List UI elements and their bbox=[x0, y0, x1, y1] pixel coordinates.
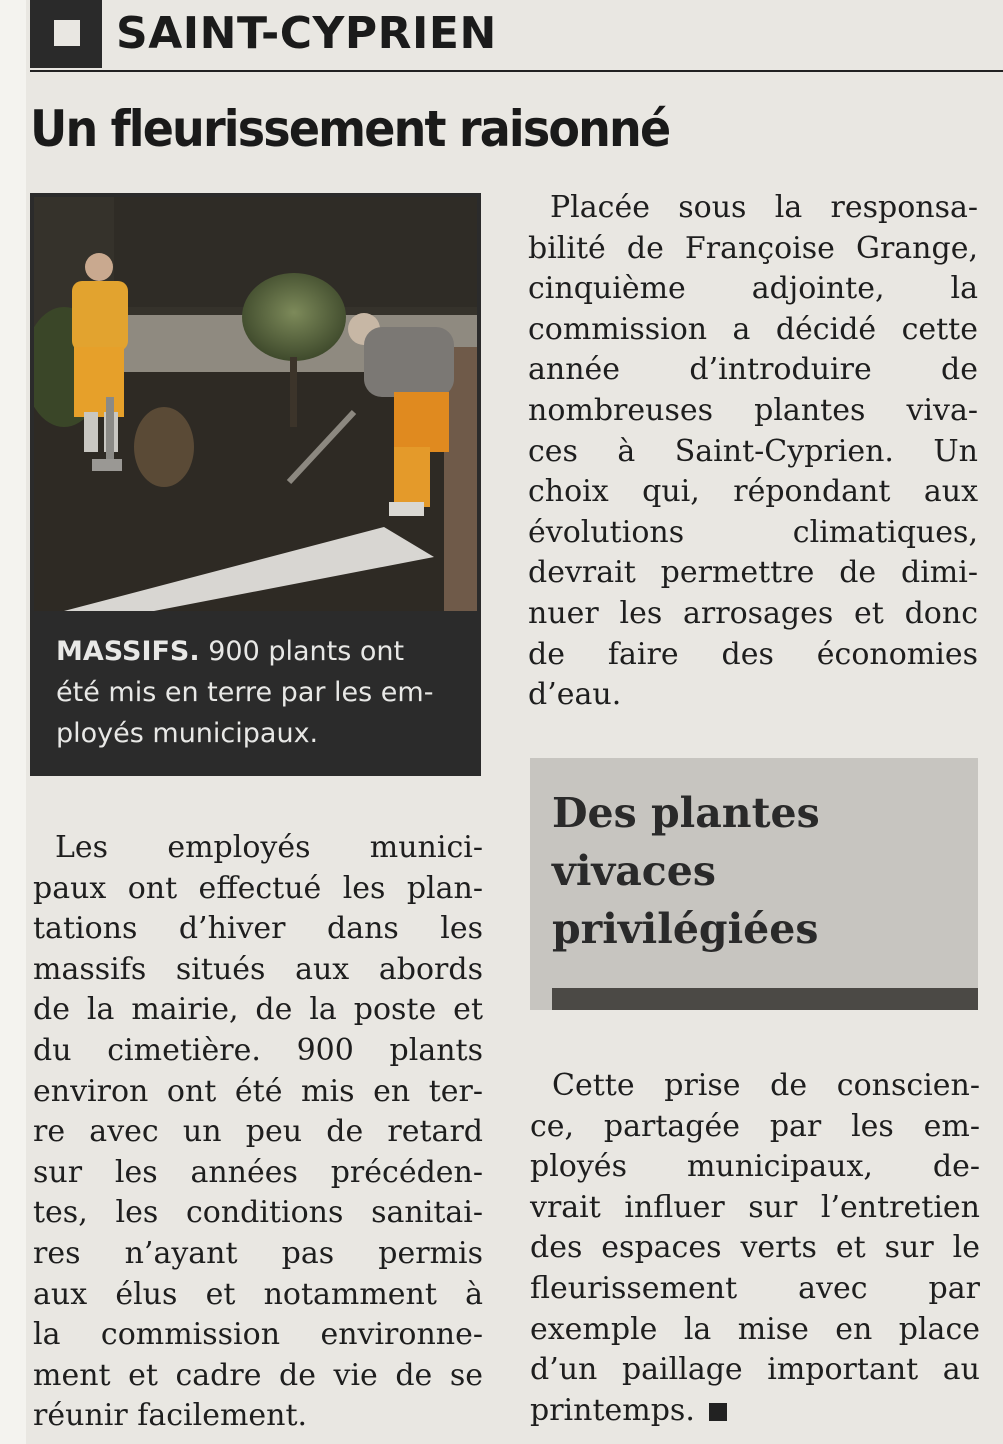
body-line: Placée sous la responsa- bbox=[550, 190, 978, 225]
intertitle-line: vivaces bbox=[552, 847, 716, 895]
end-of-article-icon bbox=[709, 1403, 727, 1421]
body-line: des espaces verts et sur le bbox=[530, 1230, 980, 1266]
rubric-label: SAINT-CYPRIEN bbox=[116, 8, 497, 59]
caption-line: 900 plants ont bbox=[199, 636, 405, 667]
section-rubric bbox=[30, 0, 1003, 72]
intertitle bbox=[552, 784, 962, 958]
rubric-square-icon bbox=[30, 0, 102, 68]
body-line: commission a décidé cette bbox=[528, 311, 978, 347]
body-line: paux ont effectué les plan- bbox=[33, 870, 483, 906]
body-line: nombreuses plantes viva- bbox=[528, 392, 978, 428]
body-line: de la mairie, de la poste et bbox=[33, 992, 483, 1028]
body-line: ployés municipaux, de- bbox=[530, 1149, 980, 1185]
body-line: exemple la mise en place bbox=[530, 1311, 980, 1347]
body-line: choix qui, répondant aux bbox=[528, 474, 978, 510]
gardeners-illustration bbox=[34, 197, 477, 611]
body-line: devrait permettre de dimi- bbox=[528, 555, 978, 591]
intertitle-line: privilégiées bbox=[552, 905, 819, 953]
body-line: environ ont été mis en ter- bbox=[33, 1073, 483, 1109]
body-line: tations d’hiver dans les bbox=[33, 911, 483, 947]
article-column-right-bottom bbox=[530, 1066, 980, 1431]
caption-line: ployés municipaux. bbox=[56, 718, 319, 749]
body-line: aux élus et notamment à bbox=[33, 1276, 483, 1312]
body-line: Cette prise de conscien- bbox=[552, 1068, 980, 1103]
body-line: fleurissement avec par bbox=[530, 1270, 980, 1306]
body-line: nuer les arrosages et donc bbox=[528, 595, 978, 631]
body-line: res n’ayant pas permis bbox=[33, 1235, 483, 1271]
body-line: ce, partagée par les em- bbox=[530, 1108, 980, 1144]
body-line: massifs situés aux abords bbox=[33, 951, 483, 987]
body-line-final bbox=[530, 1391, 980, 1432]
body-line: ces à Saint-Cyprien. Un bbox=[528, 433, 978, 469]
body-line: d’un paillage important au bbox=[530, 1352, 980, 1388]
body-line: cinquième adjointe, la bbox=[528, 271, 978, 307]
photo-caption bbox=[56, 631, 466, 754]
gardeners-photo bbox=[34, 197, 477, 611]
article-column-left bbox=[33, 828, 483, 1437]
body-line: ment et cadre de vie de se bbox=[33, 1357, 483, 1393]
article-column-right-top bbox=[528, 188, 978, 716]
body-line: de faire des économies bbox=[528, 636, 978, 672]
body-text: printemps. bbox=[530, 1392, 695, 1428]
photo-block bbox=[30, 193, 481, 776]
body-line: tes, les conditions sanitai- bbox=[33, 1195, 483, 1231]
paper-margin bbox=[0, 0, 26, 1444]
body-line: réunir facilement. bbox=[33, 1398, 308, 1434]
caption-line: été mis en terre par les em- bbox=[56, 677, 434, 708]
caption-lead: MASSIFS. bbox=[56, 636, 200, 667]
body-line: du cimetière. 900 plants bbox=[33, 1032, 483, 1068]
intertitle-box bbox=[530, 758, 978, 1010]
body-line: sur les années précéden- bbox=[33, 1154, 483, 1190]
intertitle-rule bbox=[552, 988, 978, 1010]
article-headline: Un fleurissement raisonné bbox=[30, 100, 670, 158]
intertitle-line: Des plantes bbox=[552, 789, 820, 837]
body-line: re avec un peu de retard bbox=[33, 1114, 483, 1150]
body-line: bilité de Françoise Grange, bbox=[528, 230, 978, 266]
body-line: d’eau. bbox=[528, 677, 622, 713]
body-line: Les employés munici- bbox=[55, 830, 483, 865]
body-line: vrait influer sur l’entretien bbox=[530, 1189, 980, 1225]
body-line: année d’introduire de bbox=[528, 352, 978, 388]
body-line: la commission environne- bbox=[33, 1317, 483, 1353]
body-line: évolutions climatiques, bbox=[528, 514, 978, 550]
